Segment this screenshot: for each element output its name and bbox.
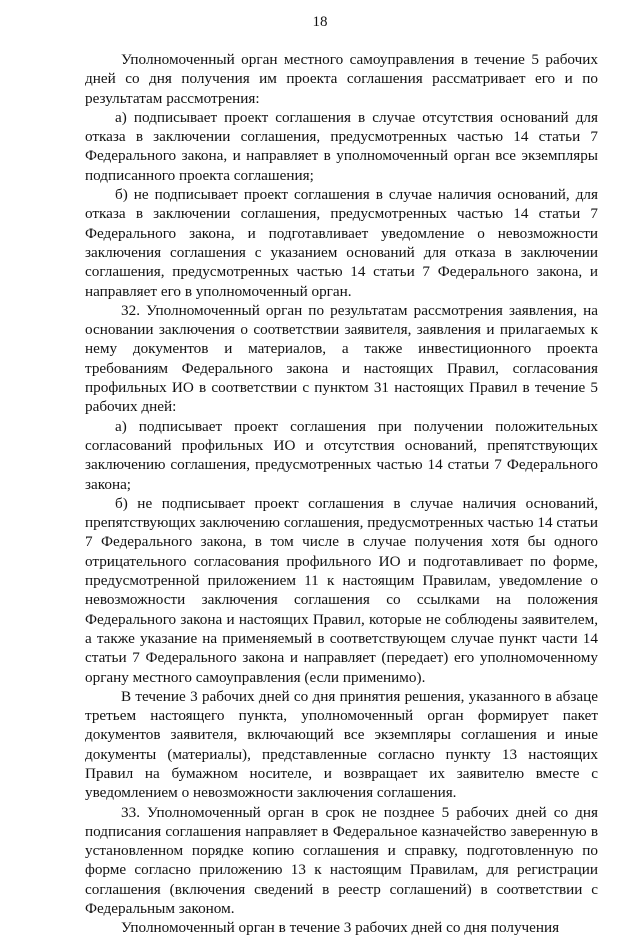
paragraph-return-documents: В течение 3 рабочих дней со дня принятия решения, указанного в абзаце третьем настоящего пункта, уполномоченный орган формирует пакет документов заявителя, включающий все экземпляры соглашения и иные документы (материалы), представленные согласно пункту 13 настоящих Правил на бумажном носителе, и возвращает их заявителю вместе с уведомлением о невозможности заключения соглашения. bbox=[85, 687, 598, 802]
document-body bbox=[85, 50, 598, 938]
page-number: 18 bbox=[312, 14, 328, 30]
paragraph-subitem-a-sign: а) подписывает проект соглашения в случае отсутствия оснований для отказа в заключении соглашения, предусмотренных частью 14 статьи 7 Федерального закона, и направляет в уполномоченный орган все экземпляры подписанного проекта соглашения; bbox=[85, 108, 598, 184]
paragraph-municipal-review: Уполномоченный орган местного самоуправления в течение 5 рабочих дней со дня получения им проекта соглашения рассматривает его и по результатам рассмотрения: bbox=[85, 51, 598, 107]
paragraph-item-33: 33. Уполномоченный орган в срок не позднее 5 рабочих дней со дня подписания соглашения направляет в Федеральное казначейство заверенную в установленном порядке копию соглашения и справку, подготовленную по форме согласно приложению 13 к настоящим Правилам, для регистрации соглашения (включения сведений в реестр соглашений) в соответствии с Федеральным законом. bbox=[85, 803, 598, 918]
paragraph-item-32-subitem-a: а) подписывает проект соглашения при получении положительных согласований профильных ИО и отсутствия оснований, препятствующих заключению соглашения, предусмотренных частью 14 статьи 7 Федерального закона; bbox=[85, 417, 598, 493]
paragraph-item-32: 32. Уполномоченный орган по результатам рассмотрения заявления, на основании заключения о соответствии заявителя, заявления и прилагаемых к нему документов и материалов, а также инвестиционного проекта требованиям Федерального закона и настоящих Правил, согласования профильных ИО в соответствии с пунктом 31 настоящих Правил в течение 5 рабочих дней: bbox=[85, 301, 598, 416]
paragraph-item-32-subitem-b: б) не подписывает проект соглашения в случае наличия оснований, препятствующих заключению соглашения, предусмотренных частью 14 статьи 7 Федерального закона, в том числе в случае получения хотя бы одного отрицательного согласования профильного ИО и подготавливает по форме, предусмотренной приложением 11 к настоящим Правилам, уведомление о невозможности заключения соглашения со ссылками на положения Федерального закона и настоящих Правил, которые не соблюдены заявителем, а также указание на применяемый в соответствующем случае пункт части 14 статьи 7 Федерального закона и направляет (передает) его уполномоченному органу местного самоуправления (если применимо). bbox=[85, 494, 598, 686]
paragraph-continuation: Уполномоченный орган в течение 3 рабочих дней со дня получения bbox=[121, 919, 560, 937]
paragraph-subitem-b-refuse: б) не подписывает проект соглашения в случае наличия оснований, для отказа в заключении соглашения, предусмотренных частью 14 статьи 7 Федерального закона, и подготавливает уведомление о невозможности заключения соглашения с указанием оснований для отказа в заключении соглашения, предусмотренных частью 14 статьи 7 Федерального закона, и направляет его в уполномоченный орган. bbox=[85, 186, 598, 300]
